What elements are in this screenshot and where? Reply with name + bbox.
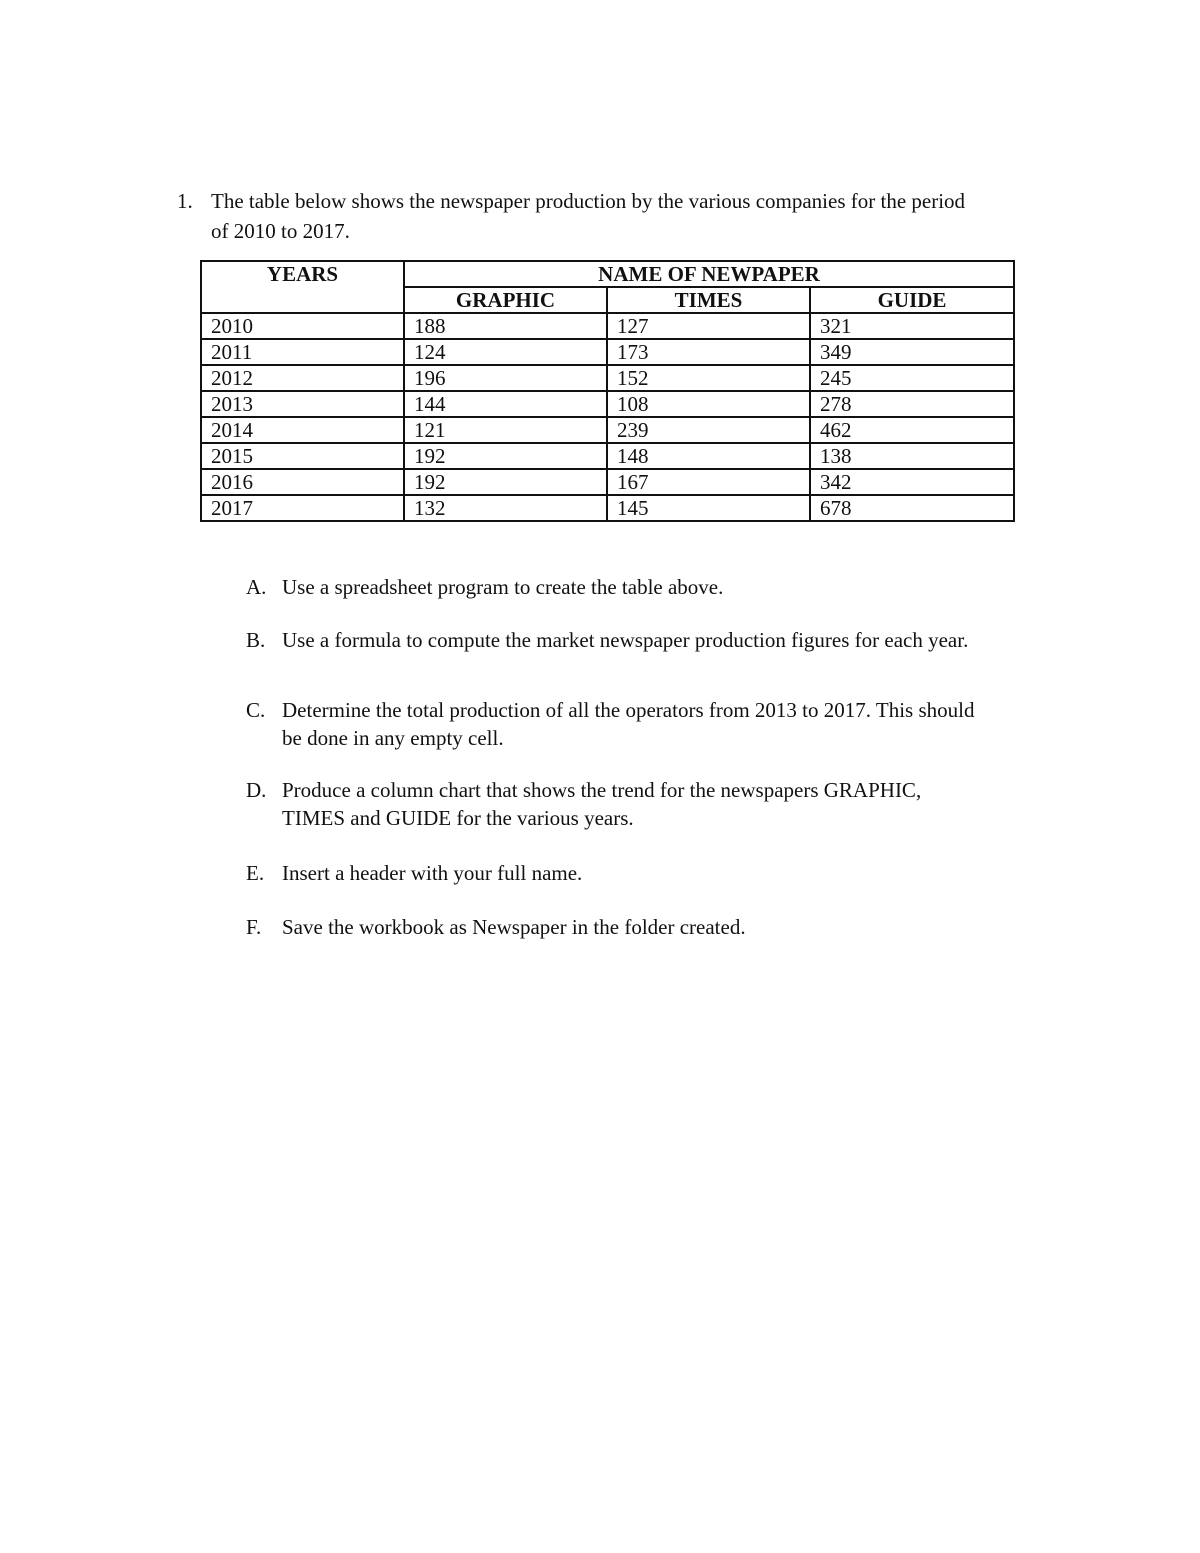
task-text-line: Determine the total production of all the operators from 2013 to 2017. This should — [282, 698, 975, 722]
graphic-cell: 192 — [404, 469, 607, 495]
table-row — [201, 417, 1014, 443]
table-header-row — [201, 261, 1014, 287]
guide-cell: 278 — [810, 391, 1014, 417]
year-cell: 2015 — [201, 443, 404, 469]
year-cell: 2011 — [201, 339, 404, 365]
year-cell: 2016 — [201, 469, 404, 495]
task-letter: C. — [246, 698, 266, 722]
year-cell: 2013 — [201, 391, 404, 417]
table-row — [201, 365, 1014, 391]
graphic-cell: 132 — [404, 495, 607, 521]
task-text-line: TIMES and GUIDE for the various years. — [282, 806, 634, 830]
question-number: 1. — [177, 189, 193, 213]
times-cell: 148 — [607, 443, 810, 469]
table-row — [201, 495, 1014, 521]
newspaper-group-header: NAME OF NEWPAPER — [404, 261, 1014, 287]
guide-cell: 678 — [810, 495, 1014, 521]
task-text-line: Use a formula to compute the market newspaper production figures for each year. — [282, 628, 969, 652]
year-cell: 2012 — [201, 365, 404, 391]
year-cell: 2010 — [201, 313, 404, 339]
times-cell: 167 — [607, 469, 810, 495]
times-cell: 152 — [607, 365, 810, 391]
task-text-line: Save the workbook as Newspaper in the folder created. — [282, 915, 746, 939]
times-cell: 145 — [607, 495, 810, 521]
newspaper-production-table — [200, 260, 1015, 522]
graphic-cell: 121 — [404, 417, 607, 443]
table-row — [201, 339, 1014, 365]
guide-cell: 138 — [810, 443, 1014, 469]
question-text-line-1: The table below shows the newspaper production by the various companies for the period — [211, 189, 966, 213]
graphic-cell: 124 — [404, 339, 607, 365]
guide-cell: 321 — [810, 313, 1014, 339]
question-text-line-2: of 2010 to 2017. — [211, 219, 350, 243]
guide-cell: 245 — [810, 365, 1014, 391]
task-text-line: Insert a header with your full name. — [282, 861, 583, 885]
task-letter: E. — [246, 861, 265, 885]
year-cell: 2017 — [201, 495, 404, 521]
table-row — [201, 313, 1014, 339]
task-letter: B. — [246, 628, 266, 652]
year-cell: 2014 — [201, 417, 404, 443]
graphic-cell: 144 — [404, 391, 607, 417]
column-header-guide: GUIDE — [810, 287, 1014, 313]
years-header: YEARS — [201, 261, 404, 313]
task-text-line: Use a spreadsheet program to create the table above. — [282, 575, 724, 599]
task-letter: D. — [246, 778, 267, 802]
column-header-times: TIMES — [607, 287, 810, 313]
table-row — [201, 469, 1014, 495]
times-cell: 108 — [607, 391, 810, 417]
task-text-line: Produce a column chart that shows the trend for the newspapers GRAPHIC, — [282, 778, 922, 802]
task-letter: A. — [246, 575, 267, 599]
graphic-cell: 188 — [404, 313, 607, 339]
table-row — [201, 443, 1014, 469]
column-header-graphic: GRAPHIC — [404, 287, 607, 313]
guide-cell: 349 — [810, 339, 1014, 365]
task-letter: F. — [246, 915, 262, 939]
table-row — [201, 391, 1014, 417]
guide-cell: 342 — [810, 469, 1014, 495]
graphic-cell: 196 — [404, 365, 607, 391]
task-text-line: be done in any empty cell. — [282, 726, 504, 750]
times-cell: 127 — [607, 313, 810, 339]
times-cell: 239 — [607, 417, 810, 443]
graphic-cell: 192 — [404, 443, 607, 469]
guide-cell: 462 — [810, 417, 1014, 443]
times-cell: 173 — [607, 339, 810, 365]
